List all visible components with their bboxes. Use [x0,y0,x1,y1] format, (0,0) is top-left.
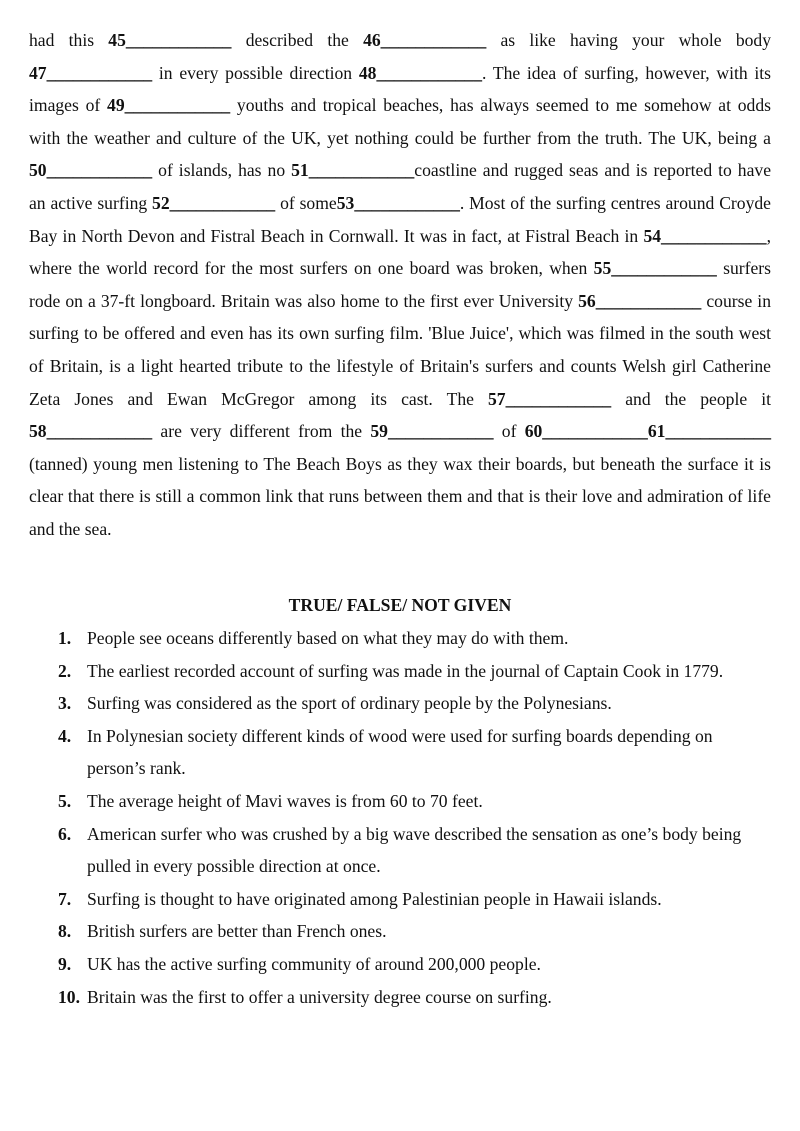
question-item [58,818,770,883]
blank-number: 55 [593,258,612,279]
blank-58[interactable] [29,421,152,441]
blank-54[interactable] [643,226,766,246]
blank-61[interactable] [648,421,771,441]
passage-text-run: (tanned) young men listening to The Beach Boys as they wax their boards, but beneath the surface it is clear that there is still a common link that runs between them and that is their love and admiration of life and the sea. [29,453,771,539]
blank-line: ____________ [387,421,494,442]
question-item [58,948,770,981]
blank-55[interactable] [594,258,717,278]
question-number: 7. [58,888,72,909]
question-statement: The earliest recorded account of surfing was made in the journal of Captain Cook in 1779. [87,660,724,681]
question-number: 10. [58,986,80,1007]
blank-number: 58 [29,421,47,442]
blank-51[interactable] [291,160,414,180]
question-list [58,622,770,1013]
passage-text-run: as like having your whole body [486,30,772,50]
question-number: 8. [58,921,72,942]
passage-text-run: in every possible direction [152,62,359,83]
question-statement: People see oceans differently based on what they may do with them. [87,628,569,648]
blank-number: 50 [29,160,47,181]
blank-52[interactable] [152,193,275,213]
blank-line: ____________ [125,30,232,50]
blank-number: 57 [488,388,506,409]
blank-number: 46 [363,30,381,50]
question-statement: Britain was the first to offer a university degree course on surfing. [87,986,552,1007]
question-item [58,915,770,948]
question-number: 9. [58,953,72,974]
blank-line: ____________ [46,62,153,83]
passage-text-run: had this [29,30,109,50]
blank-49[interactable] [107,95,230,115]
blank-line: ____________ [124,95,231,116]
blank-59[interactable] [370,421,493,441]
blank-57[interactable] [488,389,611,409]
blank-number: 59 [370,421,388,442]
passage-text-run: . The idea of surfing, however, with its images of [29,62,772,116]
blank-line: ____________ [46,421,153,442]
question-number: 1. [58,628,72,648]
passage-paragraph [29,24,771,546]
blank-line: ____________ [661,225,767,246]
blank-line: ____________ [354,192,460,213]
passage-text-run: of [493,421,525,442]
blank-number: 56 [578,290,596,311]
question-statement: The average height of Mavi waves is from 60 to 70 feet. [87,790,483,811]
blank-45[interactable] [108,30,231,50]
blank-number: 60 [524,421,543,442]
blank-47[interactable] [29,63,152,83]
blank-number: 61 [647,421,666,442]
blank-number: 52 [152,192,170,213]
blank-46[interactable] [363,30,486,50]
gap-fill-passage [29,24,771,546]
blank-60[interactable] [525,421,648,441]
blank-line: ____________ [376,62,482,83]
question-item [58,687,770,720]
blank-number: 48 [358,62,377,83]
passage-text-run: youths and tropical beaches, has always seemed to me somehow at odds with the weather and culture of the UK, yet nothing could be further from the truth. The UK, being a [29,95,772,148]
passage-text-run: of islands, has no [152,160,292,181]
blank-line: ____________ [46,160,153,181]
passage-text-run: are very different from the [152,421,371,442]
blank-line: ____________ [665,421,771,442]
passage-text-run: . Most of the surfing centres around Croyde Bay in North Devon and Fistral Beach in Cornwall. It was in fact, at Fistral Beach in [29,192,771,246]
question-statement: Surfing was considered as the sport of ordinary people by the Polynesians. [87,693,612,714]
question-statement: Surfing is thought to have originated among Palestinian people in Hawaii islands. [87,888,662,909]
passage-text-run: of some [275,192,337,213]
question-item [58,720,770,785]
question-number: 4. [58,725,72,746]
question-item [58,981,770,1014]
blank-line: ____________ [595,290,702,311]
question-number: 2. [58,660,72,681]
blank-line: ____________ [380,30,487,50]
blank-48[interactable] [359,63,482,83]
passage-text-run: described the [231,30,364,50]
blank-line: ____________ [308,160,415,181]
blank-number: 51 [291,160,309,181]
question-statement: UK has the active surfing community of around 200,000 people. [87,953,541,974]
question-item [58,622,770,655]
blank-number: 49 [107,95,125,116]
blank-number: 53 [336,192,355,213]
question-statement: In Polynesian society different kinds of wood were used for surfing boards depending on person’s rank. [87,725,713,779]
question-number: 3. [58,693,72,714]
passage-text-run: and the people it [611,388,771,409]
blank-line: ____________ [505,388,612,409]
blank-number: 45 [108,30,126,50]
passage-text-run: , where the world record for the most surfers on one board was broken, when [29,225,771,279]
blank-number: 54 [643,225,662,246]
question-statement: British surfers are better than French ones. [87,921,387,942]
blank-line: ____________ [542,421,648,442]
question-statement: American surfer who was crushed by a big wave described the sensation as one’s body being pulled in every possible direction at once. [87,823,742,877]
passage-text-run: course in surfing to be offered and even has its own surfing film. 'Blue Juice', which was filmed in the south west of Britain, is a light hearted tribute to the lifestyle of Britain's surfers and counts Welsh girl Catherine Zeta Jones and Ewan McGregor among its cast. The [29,290,771,409]
question-number: 6. [58,823,72,844]
blank-53[interactable] [337,193,460,213]
blank-line: ____________ [169,192,276,213]
section-heading: TRUE/ FALSE/ NOT GIVEN [288,595,512,615]
question-number: 5. [58,790,72,811]
question-item [58,785,770,818]
blank-number: 47 [29,62,47,83]
passage-text-run: surfers rode on a 37-ft longboard. Britain was also home to the first ever University [29,258,771,311]
blank-50[interactable] [29,160,152,180]
blank-line: ____________ [611,258,717,279]
passage-text-run: coastline and rugged seas and is reported to have an active surfing [29,160,772,213]
blank-56[interactable] [578,291,701,311]
question-item [58,883,770,916]
question-item [58,655,770,688]
